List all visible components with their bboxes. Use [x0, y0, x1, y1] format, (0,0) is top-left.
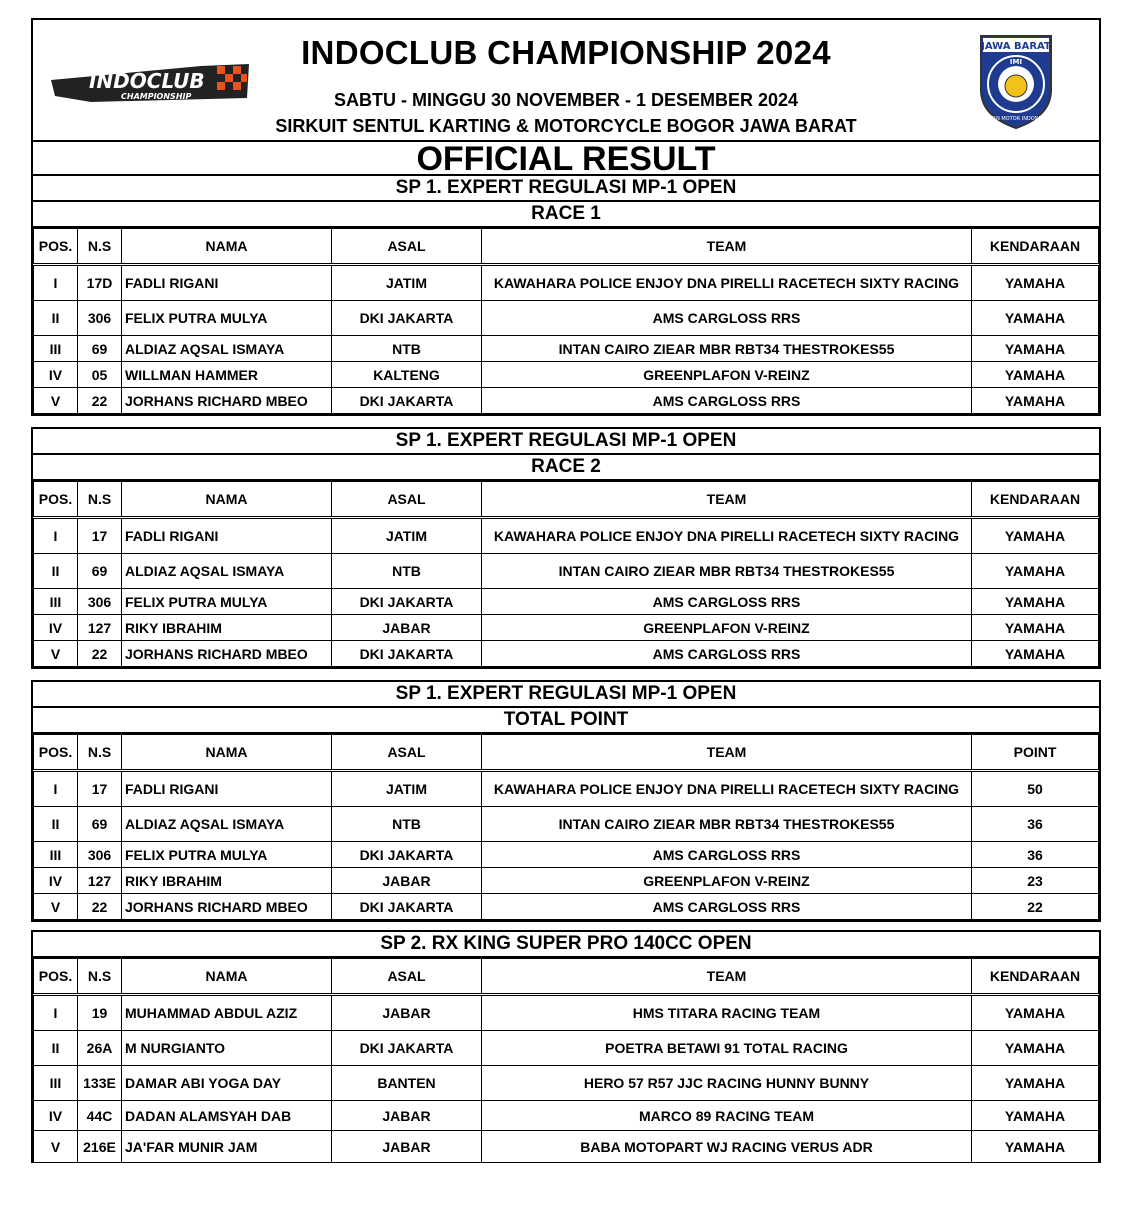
cell-kendaraan: YAMAHA — [972, 995, 1099, 1031]
svg-text:JAWA BARAT: JAWA BARAT — [981, 41, 1051, 52]
cell-ns: 05 — [78, 362, 122, 388]
table-row — [34, 554, 1099, 589]
cell-nama: ALDIAZ AQSAL ISMAYA — [122, 336, 332, 362]
cell-asal: DKI JAKARTA — [332, 388, 482, 414]
cell-asal: NTB — [332, 554, 482, 589]
cell-asal: DKI JAKARTA — [332, 301, 482, 336]
cell-team: KAWAHARA POLICE ENJOY DNA PIRELLI RACETECH SIXTY RACING — [482, 771, 972, 807]
cell-pos: II — [34, 554, 78, 589]
svg-text:INDOCLUB: INDOCLUB — [89, 69, 205, 93]
cell-ns: 306 — [78, 301, 122, 336]
cell-kendaraan: YAMAHA — [972, 1131, 1099, 1163]
table-row — [34, 807, 1099, 842]
cell-pos: V — [34, 388, 78, 414]
table-row — [34, 868, 1099, 894]
cell-pos: I — [34, 771, 78, 807]
col-pos: POS. — [34, 482, 78, 518]
cell-pos: IV — [34, 362, 78, 388]
cell-nama: FELIX PUTRA MULYA — [122, 842, 332, 868]
cell-team: AMS CARGLOSS RRS — [482, 641, 972, 667]
cell-team: BABA MOTOPART WJ RACING VERUS ADR — [482, 1131, 972, 1163]
cell-team: AMS CARGLOSS RRS — [482, 589, 972, 615]
results-table — [33, 734, 1099, 920]
col-pos: POS. — [34, 735, 78, 771]
cell-asal: JABAR — [332, 995, 482, 1031]
document-header — [31, 18, 1101, 176]
cell-ns: 127 — [78, 615, 122, 641]
table-row — [34, 1101, 1099, 1131]
cell-team: KAWAHARA POLICE ENJOY DNA PIRELLI RACETECH SIXTY RACING — [482, 265, 972, 301]
cell-nama: WILLMAN HAMMER — [122, 362, 332, 388]
cell-nama: RIKY IBRAHIM — [122, 868, 332, 894]
cell-nama: DAMAR ABI YOGA DAY — [122, 1066, 332, 1101]
table-row — [34, 589, 1099, 615]
cell-pos: II — [34, 807, 78, 842]
cell-team: POETRA BETAWI 91 TOTAL RACING — [482, 1031, 972, 1066]
cell-kendaraan: YAMAHA — [972, 362, 1099, 388]
table-row — [34, 518, 1099, 554]
col-team: TEAM — [482, 959, 972, 995]
cell-kendaraan: YAMAHA — [972, 1031, 1099, 1066]
cell-team: AMS CARGLOSS RRS — [482, 842, 972, 868]
cell-asal: DKI JAKARTA — [332, 1031, 482, 1066]
cell-pos: IV — [34, 868, 78, 894]
cell-kendaraan: YAMAHA — [972, 1066, 1099, 1101]
table-row — [34, 641, 1099, 667]
cell-pos: III — [34, 842, 78, 868]
section-subtitle: TOTAL POINT — [33, 708, 1099, 734]
cell-kendaraan: YAMAHA — [972, 589, 1099, 615]
cell-ns: 127 — [78, 868, 122, 894]
cell-team: HMS TITARA RACING TEAM — [482, 995, 972, 1031]
cell-pos: I — [34, 995, 78, 1031]
cell-asal: JABAR — [332, 1101, 482, 1131]
col-nama: NAMA — [122, 482, 332, 518]
cell-team: KAWAHARA POLICE ENJOY DNA PIRELLI RACETECH SIXTY RACING — [482, 518, 972, 554]
event-title: INDOCLUB CHAMPIONSHIP 2024 — [301, 34, 831, 71]
table-row — [34, 362, 1099, 388]
cell-asal: DKI JAKARTA — [332, 842, 482, 868]
cell-pos: V — [34, 894, 78, 920]
results-section-total-point — [31, 680, 1101, 922]
col-ns: N.S — [78, 229, 122, 265]
col-pos: POS. — [34, 229, 78, 265]
results-table — [33, 958, 1099, 1163]
cell-asal: JATIM — [332, 518, 482, 554]
cell-kendaraan: YAMAHA — [972, 388, 1099, 414]
cell-point: 23 — [972, 868, 1099, 894]
cell-team: AMS CARGLOSS RRS — [482, 894, 972, 920]
col-nama: NAMA — [122, 959, 332, 995]
event-date: SABTU - MINGGU 30 NOVEMBER - 1 DESEMBER 2024 — [333, 90, 799, 110]
col-kendaraan: KENDARAAN — [972, 482, 1099, 518]
svg-text:IKATAN MOTOR INDONESIA: IKATAN MOTOR INDONESIA — [982, 116, 1050, 122]
cell-team: GREENPLAFON V-REINZ — [482, 362, 972, 388]
cell-pos: III — [34, 589, 78, 615]
cell-ns: 69 — [78, 554, 122, 589]
cell-asal: DKI JAKARTA — [332, 589, 482, 615]
table-row — [34, 615, 1099, 641]
cell-kendaraan: YAMAHA — [972, 301, 1099, 336]
col-asal: ASAL — [332, 482, 482, 518]
cell-nama: JA'FAR MUNIR JAM — [122, 1131, 332, 1163]
col-ns: N.S — [78, 482, 122, 518]
cell-kendaraan: YAMAHA — [972, 615, 1099, 641]
cell-pos: I — [34, 518, 78, 554]
official-result-heading: OFFICIAL RESULT — [33, 142, 1099, 176]
col-nama: NAMA — [122, 229, 332, 265]
cell-asal: NTB — [332, 807, 482, 842]
cell-ns: 44C — [78, 1101, 122, 1131]
cell-team: INTAN CAIRO ZIEAR MBR RBT34 THESTROKES55 — [482, 336, 972, 362]
cell-asal: JABAR — [332, 868, 482, 894]
cell-team: AMS CARGLOSS RRS — [482, 388, 972, 414]
cell-nama: FADLI RIGANI — [122, 771, 332, 807]
col-point: POINT — [972, 735, 1099, 771]
cell-nama: ALDIAZ AQSAL ISMAYA — [122, 554, 332, 589]
cell-nama: FADLI RIGANI — [122, 265, 332, 301]
cell-ns: 69 — [78, 807, 122, 842]
cell-ns: 133E — [78, 1066, 122, 1101]
col-kendaraan: KENDARAAN — [972, 959, 1099, 995]
col-team: TEAM — [482, 229, 972, 265]
cell-kendaraan: YAMAHA — [972, 265, 1099, 301]
cell-asal: JATIM — [332, 771, 482, 807]
cell-team: INTAN CAIRO ZIEAR MBR RBT34 THESTROKES55 — [482, 807, 972, 842]
table-row — [34, 1131, 1099, 1163]
table-row — [34, 388, 1099, 414]
table-row — [34, 336, 1099, 362]
cell-nama: FELIX PUTRA MULYA — [122, 589, 332, 615]
imi-jawa-barat-logo — [977, 30, 1055, 130]
cell-ns: 26A — [78, 1031, 122, 1066]
results-table — [33, 228, 1099, 414]
col-ns: N.S — [78, 735, 122, 771]
cell-nama: MUHAMMAD ABDUL AZIZ — [122, 995, 332, 1031]
cell-point: 50 — [972, 771, 1099, 807]
cell-nama: M NURGIANTO — [122, 1031, 332, 1066]
header-block — [33, 20, 1099, 142]
cell-asal: KALTENG — [332, 362, 482, 388]
table-row — [34, 1031, 1099, 1066]
section-subtitle: RACE 2 — [33, 455, 1099, 481]
cell-pos: III — [34, 1066, 78, 1101]
section-title: SP 1. EXPERT REGULASI MP-1 OPEN — [33, 682, 1099, 708]
cell-team: INTAN CAIRO ZIEAR MBR RBT34 THESTROKES55 — [482, 554, 972, 589]
col-team: TEAM — [482, 735, 972, 771]
cell-ns: 216E — [78, 1131, 122, 1163]
cell-asal: NTB — [332, 336, 482, 362]
table-row — [34, 771, 1099, 807]
cell-ns: 306 — [78, 842, 122, 868]
cell-kendaraan: YAMAHA — [972, 641, 1099, 667]
col-asal: ASAL — [332, 735, 482, 771]
cell-pos: II — [34, 1031, 78, 1066]
cell-nama: JORHANS RICHARD MBEO — [122, 388, 332, 414]
cell-ns: 69 — [78, 336, 122, 362]
cell-asal: DKI JAKARTA — [332, 894, 482, 920]
cell-asal: JABAR — [332, 615, 482, 641]
cell-kendaraan: YAMAHA — [972, 554, 1099, 589]
cell-nama: FELIX PUTRA MULYA — [122, 301, 332, 336]
cell-pos: I — [34, 265, 78, 301]
table-row — [34, 1066, 1099, 1101]
section-title: SP 1. EXPERT REGULASI MP-1 OPEN — [33, 176, 1099, 202]
cell-nama: DADAN ALAMSYAH DAB — [122, 1101, 332, 1131]
cell-pos: V — [34, 641, 78, 667]
cell-asal: JABAR — [332, 1131, 482, 1163]
cell-team: HERO 57 R57 JJC RACING HUNNY BUNNY — [482, 1066, 972, 1101]
results-section-sp2 — [31, 930, 1101, 1163]
cell-kendaraan: YAMAHA — [972, 336, 1099, 362]
cell-ns: 19 — [78, 995, 122, 1031]
cell-nama: JORHANS RICHARD MBEO — [122, 641, 332, 667]
cell-point: 36 — [972, 842, 1099, 868]
cell-pos: IV — [34, 1101, 78, 1131]
cell-ns: 17 — [78, 518, 122, 554]
col-team: TEAM — [482, 482, 972, 518]
cell-asal: BANTEN — [332, 1066, 482, 1101]
col-nama: NAMA — [122, 735, 332, 771]
cell-ns: 22 — [78, 641, 122, 667]
cell-team: GREENPLAFON V-REINZ — [482, 868, 972, 894]
cell-ns: 22 — [78, 894, 122, 920]
results-section-race2 — [31, 427, 1101, 669]
cell-pos: V — [34, 1131, 78, 1163]
col-asal: ASAL — [332, 959, 482, 995]
results-table — [33, 481, 1099, 667]
cell-kendaraan: YAMAHA — [972, 518, 1099, 554]
col-asal: ASAL — [332, 229, 482, 265]
col-pos: POS. — [34, 959, 78, 995]
col-kendaraan: KENDARAAN — [972, 229, 1099, 265]
cell-pos: II — [34, 301, 78, 336]
cell-ns: 22 — [78, 388, 122, 414]
cell-nama: ALDIAZ AQSAL ISMAYA — [122, 807, 332, 842]
table-row — [34, 301, 1099, 336]
cell-point: 22 — [972, 894, 1099, 920]
event-venue: SIRKUIT SENTUL KARTING & MOTORCYCLE BOGOR JAWA BARAT — [275, 116, 857, 136]
results-section-race1 — [31, 174, 1101, 416]
svg-text:CHAMPIONSHIP: CHAMPIONSHIP — [121, 92, 192, 101]
section-title: SP 1. EXPERT REGULASI MP-1 OPEN — [33, 429, 1099, 455]
table-row — [34, 265, 1099, 301]
section-title: SP 2. RX KING SUPER PRO 140CC OPEN — [33, 932, 1099, 958]
cell-ns: 17 — [78, 771, 122, 807]
cell-nama: RIKY IBRAHIM — [122, 615, 332, 641]
cell-asal: DKI JAKARTA — [332, 641, 482, 667]
table-row — [34, 995, 1099, 1031]
section-subtitle: RACE 1 — [33, 202, 1099, 228]
cell-ns: 17D — [78, 265, 122, 301]
cell-team: AMS CARGLOSS RRS — [482, 301, 972, 336]
cell-team: MARCO 89 RACING TEAM — [482, 1101, 972, 1131]
cell-asal: JATIM — [332, 265, 482, 301]
cell-nama: JORHANS RICHARD MBEO — [122, 894, 332, 920]
col-ns: N.S — [78, 959, 122, 995]
cell-pos: III — [34, 336, 78, 362]
cell-ns: 306 — [78, 589, 122, 615]
svg-text:IMI: IMI — [1009, 58, 1023, 66]
table-row — [34, 842, 1099, 868]
table-row — [34, 894, 1099, 920]
cell-pos: IV — [34, 615, 78, 641]
cell-nama: FADLI RIGANI — [122, 518, 332, 554]
cell-point: 36 — [972, 807, 1099, 842]
cell-team: GREENPLAFON V-REINZ — [482, 615, 972, 641]
cell-kendaraan: YAMAHA — [972, 1101, 1099, 1131]
